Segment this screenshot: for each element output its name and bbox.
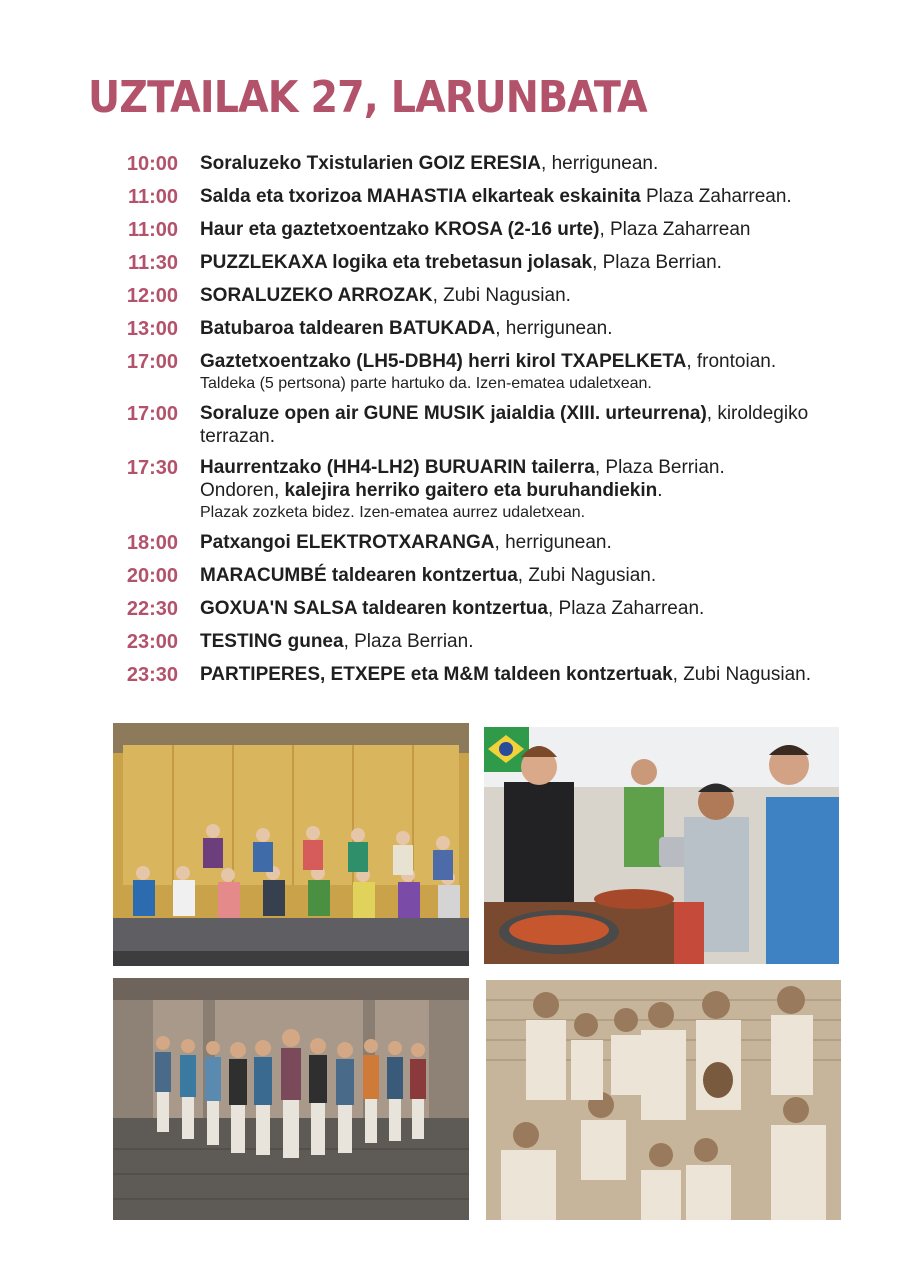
event-time: 17:30 bbox=[126, 457, 178, 479]
event-title: SORALUZEKO ARROZAK bbox=[200, 285, 433, 306]
event-row bbox=[108, 663, 888, 688]
event-location: Plaza Zaharrean. bbox=[640, 186, 792, 207]
event-row bbox=[108, 350, 888, 394]
event-title: Salda eta txorizoa MAHASTIA elkarteak eskainita bbox=[200, 186, 641, 207]
page-title: UZTAILAK 27, LARUNBATA bbox=[88, 72, 647, 123]
food-stall-photo bbox=[484, 727, 839, 964]
event-location: , Plaza Zaharrean. bbox=[547, 598, 705, 619]
event-time: 11:30 bbox=[127, 252, 178, 274]
event-row bbox=[108, 218, 888, 243]
event-title: TESTING gunea bbox=[200, 631, 344, 652]
event-time: 23:00 bbox=[126, 631, 178, 653]
event-row bbox=[108, 284, 888, 309]
event-location: , herrigunean. bbox=[541, 153, 659, 174]
event-row bbox=[108, 402, 888, 448]
event-row bbox=[108, 185, 888, 210]
event-title: Haurrentzako (HH4-LH2) BURUARIN tailerra bbox=[200, 457, 595, 478]
event-title: Soraluzeko Txistularien GOIZ ERESIA bbox=[200, 153, 542, 174]
event-time: 22:30 bbox=[126, 598, 178, 620]
event-location: , kiroldegiko terrazan. bbox=[200, 403, 809, 447]
event-time: 18:00 bbox=[126, 532, 178, 554]
event-location: , herrigunean. bbox=[494, 532, 612, 553]
event-followup-text: Ondoren, bbox=[200, 480, 285, 501]
event-title: MARACUMBÉ taldearen kontzertua bbox=[200, 565, 518, 586]
event-schedule bbox=[108, 152, 888, 696]
event-row bbox=[108, 456, 888, 523]
event-time: 23:30 bbox=[126, 664, 178, 686]
event-time: 13:00 bbox=[126, 318, 178, 340]
event-note: Plazak zozketa bidez. Izen-ematea aurrez udaletxean. bbox=[200, 504, 586, 521]
event-time: 11:00 bbox=[127, 186, 178, 208]
event-title: Patxangoi ELEKTROTXARANGA bbox=[200, 532, 495, 553]
event-row bbox=[108, 317, 888, 342]
event-title: PUZZLEKAXA logika eta trebetasun jolasak bbox=[200, 252, 593, 273]
event-note: Taldeka (5 pertsona) parte hartuko da. Izen-ematea udaletxean. bbox=[200, 375, 652, 392]
event-title: PARTIPERES, ETXEPE eta M&M taldeen kontzertuak bbox=[200, 664, 673, 685]
event-time: 20:00 bbox=[126, 565, 178, 587]
event-row bbox=[108, 251, 888, 276]
event-title: Batubaroa taldearen BATUKADA bbox=[200, 318, 496, 339]
event-title: Haur eta gaztetxoentzako KROSA (2-16 urte) bbox=[200, 219, 600, 240]
event-title: Gaztetxoentzako (LH5-DBH4) herri kirol TXAPELKETA bbox=[200, 351, 687, 372]
event-row bbox=[108, 531, 888, 556]
event-followup-end: . bbox=[657, 480, 663, 501]
event-location: , herrigunean. bbox=[495, 318, 613, 339]
event-time: 17:00 bbox=[126, 351, 178, 373]
event-title: GOXUA'N SALSA taldearen kontzertua bbox=[200, 598, 548, 619]
event-time: 11:00 bbox=[127, 219, 178, 241]
event-followup-title: kalejira herriko gaitero eta buruhandiekin bbox=[284, 480, 658, 501]
event-row bbox=[108, 564, 888, 589]
event-title: Soraluze open air GUNE MUSIK jaialdia (XIII. urteurrena) bbox=[200, 403, 707, 424]
event-time: 12:00 bbox=[126, 285, 178, 307]
event-location: , Zubi Nagusian. bbox=[432, 285, 571, 306]
event-time: 10:00 bbox=[126, 153, 178, 175]
event-row bbox=[108, 630, 888, 655]
band-courtyard-photo bbox=[113, 978, 469, 1220]
event-location: , frontoian. bbox=[686, 351, 777, 372]
event-location: , Zubi Nagusian. bbox=[672, 664, 811, 685]
event-location: , Plaza Berrian. bbox=[592, 252, 722, 273]
event-location: , Zubi Nagusian. bbox=[517, 565, 657, 586]
children-group-photo bbox=[113, 723, 469, 966]
event-location: , Plaza Berrian. bbox=[343, 631, 474, 652]
band-portrait-photo bbox=[486, 980, 841, 1220]
event-row bbox=[108, 152, 888, 177]
event-row bbox=[108, 597, 888, 622]
event-location: , Plaza Berrian. bbox=[594, 457, 725, 478]
event-location: , Plaza Zaharrean bbox=[599, 219, 751, 240]
event-time: 17:00 bbox=[126, 403, 178, 425]
